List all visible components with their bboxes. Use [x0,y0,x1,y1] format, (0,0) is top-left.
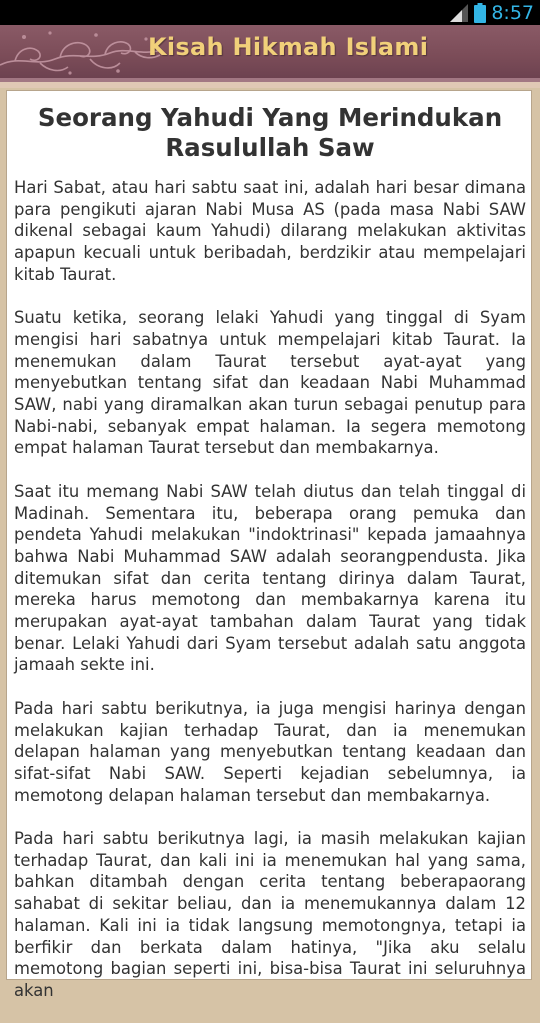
battery-icon [474,3,486,23]
app-bar [0,25,540,78]
floral-ornament-icon [0,25,170,78]
article-paragraph: Pada hari sabtu berikutnya, ia juga mengisi harinya dengan melakukan kajian terhadap Taurat, dan ia menemukan delapan halaman yang menyebutkan tentang keadaan dan sifat-sifat Nabi SAW. Seperti kejadian sebelumnya, ia memotong delapan halaman tersebut dan membakarnya. [14,698,526,805]
article-paragraph: Suatu ketika, seorang lelaki Yahudi yang tinggal di Syam mengisi hari sabatnya untuk mempelajari kitab Taurat. Ia menemukan dalam Taurat tersebut ayat-ayat yang menyebutkan tentang sifat dan keadaan Nabi Muhammad SAW, nabi yang diramalkan akan turun sebagai penutup para Nabi-nabi, sebanyak empat halaman. Ia segera memotong empat halaman Taurat tersebut dan membakarnya. [14,308,526,458]
article-paragraph: Pada hari sabtu berikutnya lagi, ia masih melakukan kajian terhadap Taurat, dan kali ini ia menemukan hal yang sama, bahkan ditambah dengan cerita tentang beberapaorang sahabat di sekitar beliau, dan ia menemukannya dalam 12 halaman. Kali ini ia tidak langsung memotongnya, tetapi ia berfikir dan berkata dalam hatinya, "Jika aku selalu memotong bagian seperti ini, bisa-bisa Taurat ini seluruhnya akan [14,829,526,1000]
article-title: Seorang Yahudi Yang Merindukan Rasulullah Saw [37,103,503,162]
app-bar-trim [0,82,540,88]
article-body [14,177,526,1023]
signal-icon [450,4,468,22]
status-bar [0,0,540,25]
article-card[interactable] [6,90,532,1000]
app-title: Kisah Hikmah Islami [148,33,429,61]
article-paragraph: Saat itu memang Nabi SAW telah diutus dan telah tinggal di Madinah. Sementara itu, beberapa orang pemuka dan pendeta Yahudi melakukan "indoktrinasi" kepada jamaahnya bahwa Nabi Muhammad SAW adalah seorangpendusta. Jika ditemukan sifat dan cerita tentang dirinya dalam Taurat, mereka harus memotong dan membakarnya karena itu merupakan ayat-ayat tambahan dalam Taurat yang tidak benar. Lelaki Yahudi dari Syam tersebut adalah satu anggota jamaah sekte ini. [14,481,526,675]
article-paragraph: Hari Sabat, atau hari sabtu saat ini, adalah hari besar dimana para pengikuti ajaran Nabi Musa AS (pada masa Nabi SAW dikenal sebagai kaum Yahudi) dilarang melakukan aktivitas apapun kecuali untuk beribadah, berdzikir atau mempelajari kitab Taurat. [14,178,526,284]
status-time: 8:57 [491,2,534,24]
